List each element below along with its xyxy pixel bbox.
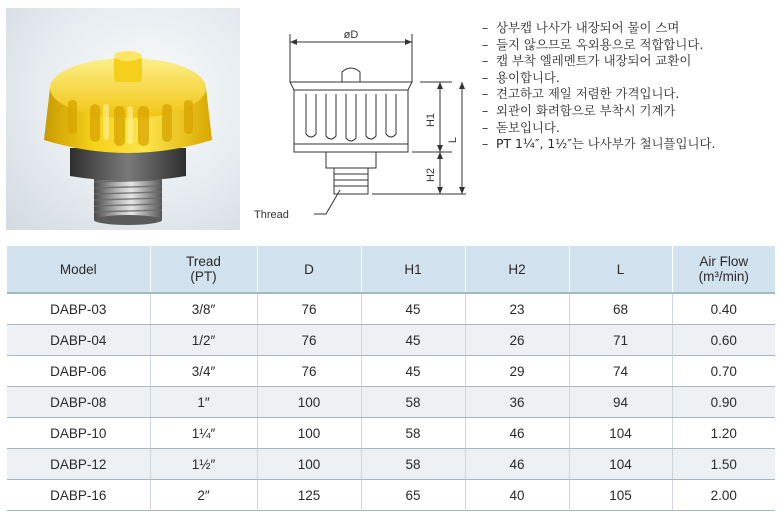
feature-item: – 캡 부착 엘레멘트가 내장되어 교환이 — [482, 53, 778, 70]
cell-airflow: 0.70 — [672, 356, 775, 387]
cell-h2: 40 — [465, 480, 569, 511]
cell-model: DABP-10 — [7, 418, 150, 449]
cell-airflow: 2.00 — [672, 480, 775, 511]
cell-h1: 58 — [361, 418, 465, 449]
header-model: Model — [7, 246, 150, 293]
feature-item: – PT 1¼″, 1½″는 나사부가 철니플입니다. — [482, 136, 778, 153]
cell-d: 76 — [257, 293, 361, 325]
header-tread: Tread (PT) — [150, 246, 257, 293]
cell-tread: 1½″ — [150, 449, 257, 480]
table-header-row — [7, 246, 775, 293]
cell-h1: 58 — [361, 387, 465, 418]
header-d: D — [257, 246, 361, 293]
cell-h2: 46 — [465, 449, 569, 480]
spec-table — [7, 246, 775, 511]
thread-label: Thread — [254, 209, 289, 221]
feature-list — [482, 20, 778, 153]
cell-h2: 36 — [465, 387, 569, 418]
cell-airflow: 0.40 — [672, 293, 775, 325]
table-row — [7, 387, 775, 418]
cell-h1: 45 — [361, 356, 465, 387]
cell-d: 100 — [257, 449, 361, 480]
cell-l: 68 — [569, 293, 672, 325]
cell-tread: 2″ — [150, 480, 257, 511]
table-row — [7, 293, 775, 325]
cell-model: DABP-06 — [7, 356, 150, 387]
cell-model: DABP-12 — [7, 449, 150, 480]
header-h1: H1 — [361, 246, 465, 293]
table-row — [7, 356, 775, 387]
header-h2: H2 — [465, 246, 569, 293]
cell-l: 104 — [569, 418, 672, 449]
cell-h1: 65 — [361, 480, 465, 511]
cell-l: 94 — [569, 387, 672, 418]
technical-drawing — [250, 28, 480, 228]
cell-h1: 45 — [361, 325, 465, 356]
product-photo — [6, 8, 240, 230]
cell-h1: 58 — [361, 449, 465, 480]
table-row — [7, 325, 775, 356]
cell-h2: 29 — [465, 356, 569, 387]
cell-tread: 1/2″ — [150, 325, 257, 356]
cell-l: 104 — [569, 449, 672, 480]
cell-d: 125 — [257, 480, 361, 511]
cell-d: 100 — [257, 387, 361, 418]
feature-item: – 용이합니다. — [482, 70, 778, 87]
cell-model: DABP-03 — [7, 293, 150, 325]
cell-tread: 3/8″ — [150, 293, 257, 325]
diameter-label: øD — [343, 29, 359, 41]
table-row — [7, 418, 775, 449]
cell-h2: 26 — [465, 325, 569, 356]
cell-d: 76 — [257, 356, 361, 387]
cell-airflow: 1.20 — [672, 418, 775, 449]
table-row — [7, 480, 775, 511]
cell-h2: 23 — [465, 293, 569, 325]
feature-item: – 외관이 화려함으로 부착시 기계가 — [482, 103, 778, 120]
cell-l: 74 — [569, 356, 672, 387]
cell-model: DABP-16 — [7, 480, 150, 511]
cell-tread: 1¼″ — [150, 418, 257, 449]
cell-airflow: 0.60 — [672, 325, 775, 356]
dimension-diagram — [250, 28, 480, 228]
h2-label: H2 — [425, 167, 437, 183]
cell-model: DABP-04 — [7, 325, 150, 356]
cell-model: DABP-08 — [7, 387, 150, 418]
cell-tread: 3/4″ — [150, 356, 257, 387]
header-airflow: Air Flow (m³/min) — [672, 246, 775, 293]
breather-cap-image — [6, 8, 240, 230]
feature-item: – 견고하고 제일 저렴한 가격입니다. — [482, 86, 778, 103]
feature-item: – 들지 않으므로 옥외용으로 적합합니다. — [482, 37, 778, 54]
cell-tread: 1″ — [150, 387, 257, 418]
h1-label: H1 — [425, 112, 437, 128]
cell-d: 76 — [257, 325, 361, 356]
cell-l: 105 — [569, 480, 672, 511]
table-row — [7, 449, 775, 480]
cell-airflow: 0.90 — [672, 387, 775, 418]
cell-l: 71 — [569, 325, 672, 356]
cell-h1: 45 — [361, 293, 465, 325]
cell-h2: 46 — [465, 418, 569, 449]
feature-item: – 돋보입니다. — [482, 120, 778, 137]
header-l: L — [569, 246, 672, 293]
l-label: L — [447, 136, 459, 144]
cell-d: 100 — [257, 418, 361, 449]
cell-airflow: 1.50 — [672, 449, 775, 480]
feature-item: – 상부캡 나사가 내장되어 물이 스며 — [482, 20, 778, 37]
